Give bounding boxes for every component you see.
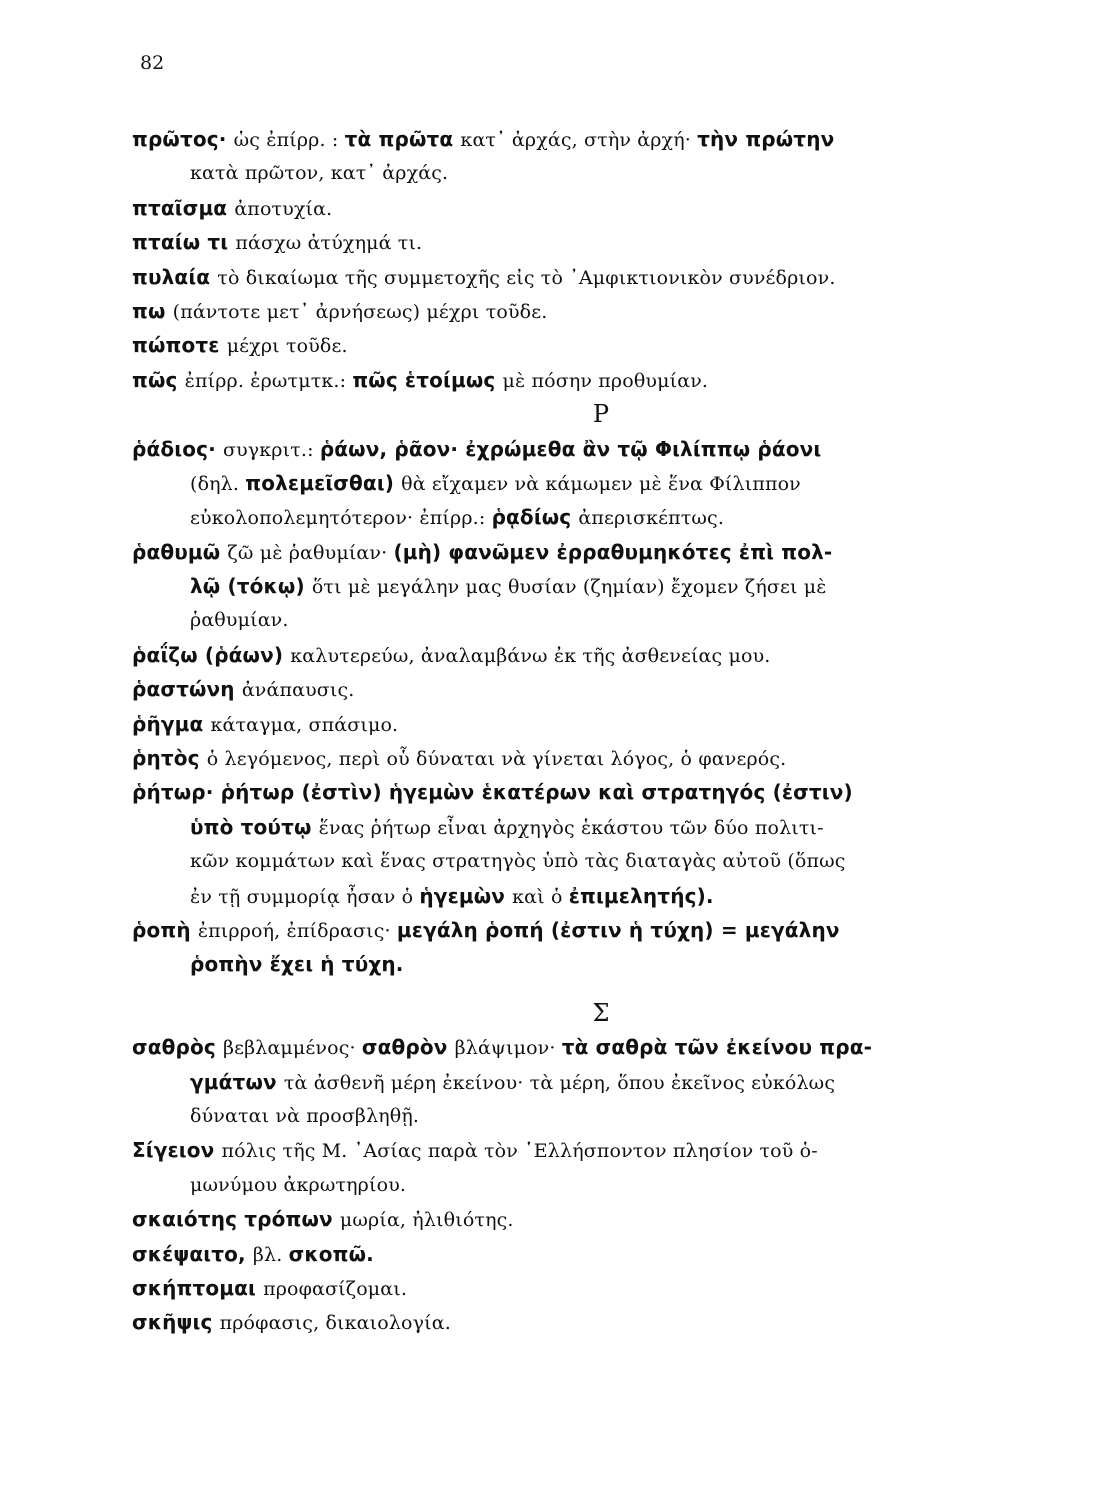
headword-text: ῥῆγμα — [132, 711, 211, 736]
headword-text: σκέψαιτο, — [132, 1241, 253, 1266]
gloss-text: ὡς ἐπίρρ. : — [233, 129, 345, 151]
gloss-text: εὐκολοπολεμητότερον· ἐπίρρ.: — [190, 507, 492, 530]
entry-line — [132, 432, 1040, 466]
gloss-text: καὶ ὁ — [512, 885, 569, 908]
entry-line — [132, 294, 1040, 328]
headword-text: πολεμεῖσθαι) — [245, 470, 402, 495]
entry-line — [132, 1030, 1040, 1064]
gloss-text: κατὰ πρῶτον, κατ᾽ ἀρχάς. — [190, 162, 449, 185]
page-body — [132, 122, 1040, 1340]
headword-text: ῥήτωρ· ῥήτωρ (ἐστὶν) ἡγεμὼν ἑκατέρων καὶ στρατηγός (ἐστιν) — [132, 780, 853, 805]
gloss-text: συγκριτ.: — [222, 438, 320, 461]
headword-text: πταίω τι — [132, 230, 236, 255]
gloss-text: βλ. — [252, 1243, 289, 1266]
gloss-text: ἐπίρρ. ἐρωτμτκ.: — [184, 369, 353, 392]
gloss-text: ῥαθυμίαν. — [190, 609, 289, 632]
entry-line — [132, 363, 1040, 397]
entry-line — [132, 672, 1040, 706]
headword-text: τὰ σαθρὰ τῶν ἐκείνου πρα- — [561, 1035, 873, 1060]
headword-text: σκῆψις — [132, 1310, 220, 1335]
headword-text: Σίγειον — [132, 1138, 222, 1163]
entry-line — [132, 879, 1040, 913]
headword-text: σκήπτομαι — [132, 1275, 264, 1300]
headword-text: λῷ (τόκῳ) — [190, 574, 312, 599]
headword-text: ῥοπὴ — [132, 917, 198, 942]
entry-line — [132, 191, 1040, 225]
headword-text: ἐπιμελητής). — [568, 883, 714, 908]
section-letter-sigma: Σ — [592, 998, 610, 1027]
gloss-text: δύναται νὰ προσβληθῇ. — [190, 1104, 420, 1127]
entry-line — [132, 225, 1040, 259]
entry-line — [132, 638, 1040, 672]
headword-text: πω — [132, 298, 173, 323]
entry-line — [132, 1271, 1040, 1305]
headword-text: σαθρὸς — [132, 1035, 223, 1060]
headword-text: ῥᾳδίως — [491, 505, 579, 530]
headword-text: ῥαΐζω (ῥάων) — [132, 642, 291, 667]
headword-text: ῥοπὴν ἔχει ἡ τύχη. — [190, 952, 404, 977]
entry-line — [132, 603, 1040, 637]
gloss-text: ζῶ μὲ ῥαθυμίαν· — [227, 541, 394, 564]
gloss-text: μωρία, ἠλιθιότης. — [339, 1209, 514, 1232]
entry-line — [132, 260, 1040, 294]
entry-line — [132, 569, 1040, 603]
entry-line — [132, 122, 1040, 156]
entry-line — [132, 707, 1040, 741]
gloss-text: μωνύμου ἀκρωτηρίου. — [190, 1173, 407, 1196]
gloss-text: βεβλαμμένος· — [222, 1037, 362, 1060]
headword-text: πώποτε — [132, 333, 227, 358]
gloss-text: τὰ ἀσθενῆ μέρη ἐκείνου· τὰ μέρη, ὅπου ἐκεῖνος εὐκόλως — [283, 1071, 836, 1094]
entry-line — [132, 913, 1040, 947]
entry-line — [132, 775, 1040, 809]
entry-line — [132, 1168, 1040, 1202]
gloss-text: τὸ δικαίωμα τῆς συμμετοχῆς εἰς τὸ ᾽Αμφικτιονικὸν συνέδριον. — [217, 266, 836, 289]
gloss-text: ἀνάπαυσις. — [241, 679, 355, 702]
headword-text: ῥαστώνη — [132, 677, 242, 702]
page-number: 82 — [140, 52, 165, 74]
entry-line — [132, 1202, 1040, 1236]
headword-text: πῶς — [132, 367, 185, 392]
entry-line — [132, 1065, 1040, 1099]
entry-line — [132, 535, 1040, 569]
headword-text: ῥητὸς — [132, 746, 207, 771]
headword-text: ἡγεμὼν — [419, 883, 513, 908]
entry-line — [132, 1237, 1040, 1271]
headword-text: σκαιότης τρόπων — [132, 1207, 340, 1232]
gloss-text: καλυτερεύω, ἀναλαμβάνω ἐκ τῆς ἀσθενείας μου. — [290, 644, 771, 667]
entry-line — [132, 328, 1040, 362]
gloss-text: (δηλ. — [190, 472, 246, 495]
entry-line — [132, 1099, 1040, 1133]
headword-text: ῥαθυμῶ — [132, 539, 228, 564]
headword-text: πῶς ἑτοίμως — [352, 367, 503, 392]
gloss-text: ἀπερισκέπτως. — [578, 507, 725, 530]
headword-text: γμάτων — [190, 1069, 284, 1094]
gloss-text: κατ᾽ ἀρχάς, στὴν ἀρχή· — [460, 129, 698, 151]
gloss-text: ὅτι μὲ μεγάλην μας θυσίαν (ζημίαν) ἔχομεν ζήσει μὲ — [311, 576, 827, 599]
gloss-text: μέχρι τοῦδε. — [226, 335, 348, 358]
gloss-text: ἐν τῇ συμμορίᾳ ἦσαν ὁ — [190, 885, 420, 908]
headword-text: τὰ πρῶτα — [344, 127, 461, 151]
gloss-text: ὁ λεγόμενος, περὶ οὗ δύναται νὰ γίνεται λόγος, ὁ φανερός. — [206, 748, 787, 771]
entry-line — [132, 741, 1040, 775]
gloss-text: ἐπιρροή, ἐπίδρασις· — [197, 919, 397, 942]
gloss-text: ἕνας ῥήτωρ εἶναι ἀρχηγὸς ἑκάστου τῶν δύο πολιτι- — [318, 816, 824, 839]
gloss-text: κάταγμα, σπάσιμο. — [210, 713, 399, 736]
headword-text: ῥάδιος· — [132, 436, 223, 461]
headword-text: πυλαία — [132, 264, 218, 289]
headword-text: πταῖσμα — [132, 195, 235, 220]
entry-line — [132, 500, 1040, 534]
gloss-text: ἀποτυχία. — [234, 197, 333, 220]
gloss-text: θὰ εἴχαμεν νὰ κάμωμεν μὲ ἕνα Φίλιππον — [401, 472, 801, 495]
entry-line — [132, 844, 1040, 878]
headword-text: σκοπῶ. — [288, 1241, 374, 1266]
entry-line — [132, 1305, 1040, 1339]
entry-line — [132, 810, 1040, 844]
entry-line — [132, 466, 1040, 500]
gloss-text: πόλις τῆς Μ. ᾽Ασίας παρὰ τὸν ῾Ελλήσποντον πλησίον τοῦ ὁ- — [221, 1140, 818, 1163]
gloss-text: προφασίζομαι. — [263, 1277, 408, 1300]
gloss-text: μὲ πόσην προθυμίαν. — [502, 369, 709, 392]
section-letter-rho: Ρ — [592, 400, 610, 429]
entry-line — [132, 947, 1040, 981]
headword-text: πρῶτος· — [132, 127, 234, 151]
entry-line — [132, 1133, 1040, 1167]
spacer — [132, 982, 1040, 996]
headword-text: τὴν πρώτην — [697, 127, 835, 151]
headword-text: ὑπὸ τούτῳ — [190, 814, 319, 839]
entry-line — [132, 156, 1040, 190]
gloss-text: κῶν κομμάτων καὶ ἕνας στρατηγὸς ὑπὸ τὰς διαταγὰς αὐτοῦ (ὅπως — [190, 850, 846, 873]
gloss-text: (πάντοτε μετ᾽ ἀρνήσεως) μέχρι τοῦδε. — [172, 300, 548, 323]
headword-text: (μὴ) φανῶμεν ἐρραθυμηκότες ἐπὶ πολ- — [393, 539, 833, 564]
gloss-text: βλάψιμον· — [454, 1037, 562, 1060]
headword-text: ῥάων, ῥᾶον· ἐχρώμεθα ἂν τῷ Φιλίππῳ ῥάονι — [319, 436, 822, 461]
headword-text: σαθρὸν — [361, 1035, 455, 1060]
gloss-text: πάσχω ἀτύχημά τι. — [235, 232, 423, 255]
headword-text: μεγάλη ῥοπή (ἐστιν ἡ τύχη) = μεγάλην — [396, 917, 840, 942]
gloss-text: πρόφασις, δικαιολογία. — [219, 1312, 451, 1335]
